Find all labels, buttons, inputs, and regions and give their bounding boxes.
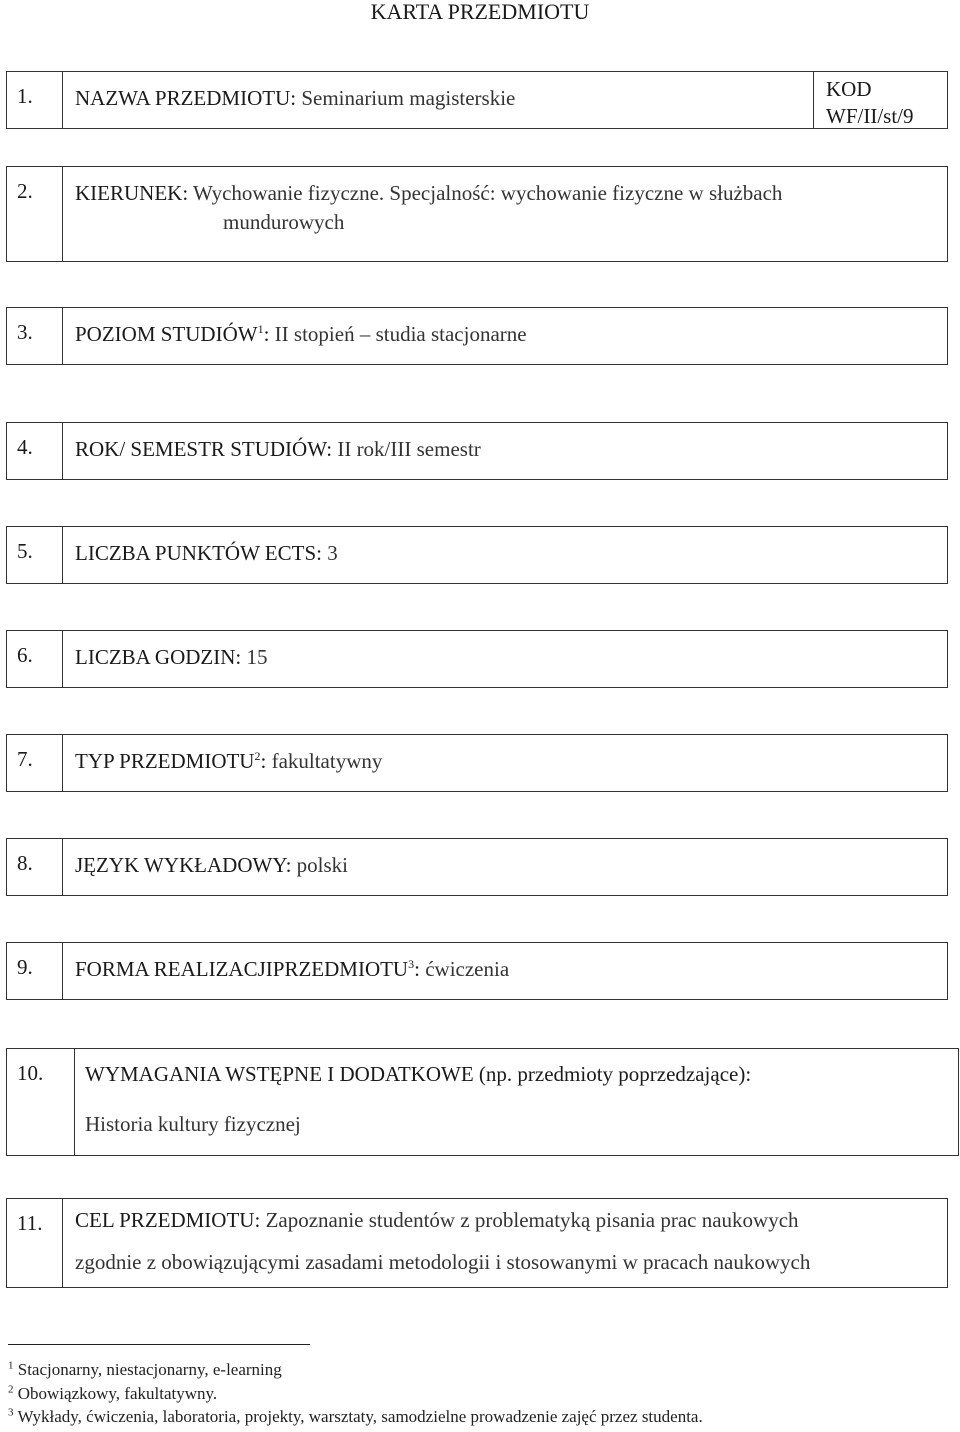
- row-number: 6.: [7, 631, 63, 687]
- row-value: 3: [327, 541, 338, 565]
- row-content: [75, 435, 937, 464]
- row-8-jezyk-wykladowy: [6, 838, 948, 896]
- row-value: ćwiczenia: [425, 957, 510, 981]
- row-value: polski: [296, 853, 348, 877]
- row-label: JĘZYK WYKŁADOWY:: [75, 853, 292, 877]
- row-number: 2.: [7, 167, 63, 261]
- row-7-typ-przedmiotu: [6, 734, 948, 792]
- row-10-wymagania-wstepne: [6, 1048, 959, 1156]
- row-value: Historia kultury fizycznej: [85, 1112, 301, 1136]
- row-label: LICZBA GODZIN:: [75, 645, 242, 669]
- row-content: [75, 643, 937, 672]
- row-label: TYP PRZEDMIOTU: [75, 749, 255, 773]
- row-11-cel-przedmiotu: [6, 1198, 948, 1288]
- footnote-2: [8, 1384, 217, 1404]
- row-content: [75, 747, 937, 776]
- footnote-ref: 3: [408, 957, 415, 971]
- footnote-separator: [8, 1344, 310, 1345]
- row-3-poziom-studiow: [6, 307, 948, 365]
- footnote-ref: 1: [257, 322, 264, 336]
- kod-label: KOD: [826, 77, 872, 101]
- row-content: [75, 84, 797, 113]
- row-label: KIERUNEK:: [75, 181, 189, 205]
- row-value: Zapoznanie studentów z problematyką pisania prac naukowych: [265, 1208, 799, 1232]
- row-value: Wychowanie fizyczne. Specjalność: wychowanie fizyczne w służbach: [193, 181, 783, 205]
- footnote-mark: 1: [8, 1359, 14, 1372]
- row-label: WYMAGANIA WSTĘPNE I DODATKOWE (np. przedmioty poprzedzające):: [85, 1062, 752, 1086]
- footnote-text: Obowiązkowy, fakultatywny.: [17, 1384, 218, 1403]
- row-label: NAZWA PRZEDMIOTU:: [75, 86, 297, 110]
- footnote-1: [8, 1360, 282, 1380]
- footnote-text: Wykłady, ćwiczenia, laboratoria, projekty, warsztaty, samodzielne prowadzenie zajęć przez studenta.: [17, 1407, 703, 1426]
- row-value-line2: mundurowych: [223, 210, 345, 234]
- row-6-liczba-godzin: [6, 630, 948, 688]
- footnote-mark: 2: [8, 1383, 14, 1396]
- footnote-text: Stacjonarny, niestacjonarny, e-learning: [17, 1360, 282, 1379]
- row-2-kierunek: [6, 166, 948, 262]
- row-value: fakultatywny: [271, 749, 383, 773]
- row-label-suffix: :: [260, 749, 267, 773]
- row-label-suffix: :: [263, 322, 270, 346]
- row-number: 9.: [7, 943, 63, 999]
- row-value: II rok/III semestr: [337, 437, 481, 461]
- row-content: [75, 179, 937, 237]
- row-number: 8.: [7, 839, 63, 895]
- row-content: [75, 1199, 943, 1283]
- kod-value: WF/II/st/9: [826, 104, 914, 128]
- row-label: LICZBA PUNKTÓW ECTS:: [75, 541, 322, 565]
- row-9-forma-realizacji: [6, 942, 948, 1000]
- row-number: 7.: [7, 735, 63, 791]
- row-label: POZIOM STUDIÓW: [75, 322, 258, 346]
- row-content: [75, 539, 937, 568]
- row-number: 11.: [7, 1199, 63, 1287]
- row-content: [75, 955, 937, 984]
- row-number: 5.: [7, 527, 63, 583]
- row-number: 10.: [7, 1049, 75, 1155]
- row-number: 1.: [7, 72, 63, 128]
- row-content: [85, 1049, 948, 1149]
- row-label: ROK/ SEMESTR STUDIÓW:: [75, 437, 333, 461]
- kod-cell: [813, 72, 947, 128]
- row-number: 4.: [7, 423, 63, 479]
- row-label-suffix: :: [414, 957, 420, 981]
- row-4-rok-semestr: [6, 422, 948, 480]
- row-value: Seminarium magisterskie: [301, 86, 516, 110]
- row-label: CEL PRZEDMIOTU:: [75, 1208, 261, 1232]
- row-number: 3.: [7, 308, 63, 364]
- row-value: II stopień – studia stacjonarne: [274, 322, 527, 346]
- row-label: FORMA REALIZACJIPRZEDMIOTU: [75, 957, 409, 981]
- row-5-punkty-ects: [6, 526, 948, 584]
- footnote-mark: 3: [8, 1406, 14, 1419]
- footnote-3: [8, 1407, 703, 1427]
- footnote-ref: 2: [254, 749, 261, 763]
- page-title: KARTA PRZEDMIOTU: [370, 0, 590, 24]
- row-value-line2: zgodnie z obowiązującymi zasadami metodologii i stosowanymi w pracach naukowych: [75, 1250, 811, 1274]
- row-1-nazwa-przedmiotu: [6, 71, 948, 129]
- row-value: 15: [246, 645, 268, 669]
- row-content: [75, 320, 937, 349]
- row-content: [75, 851, 937, 880]
